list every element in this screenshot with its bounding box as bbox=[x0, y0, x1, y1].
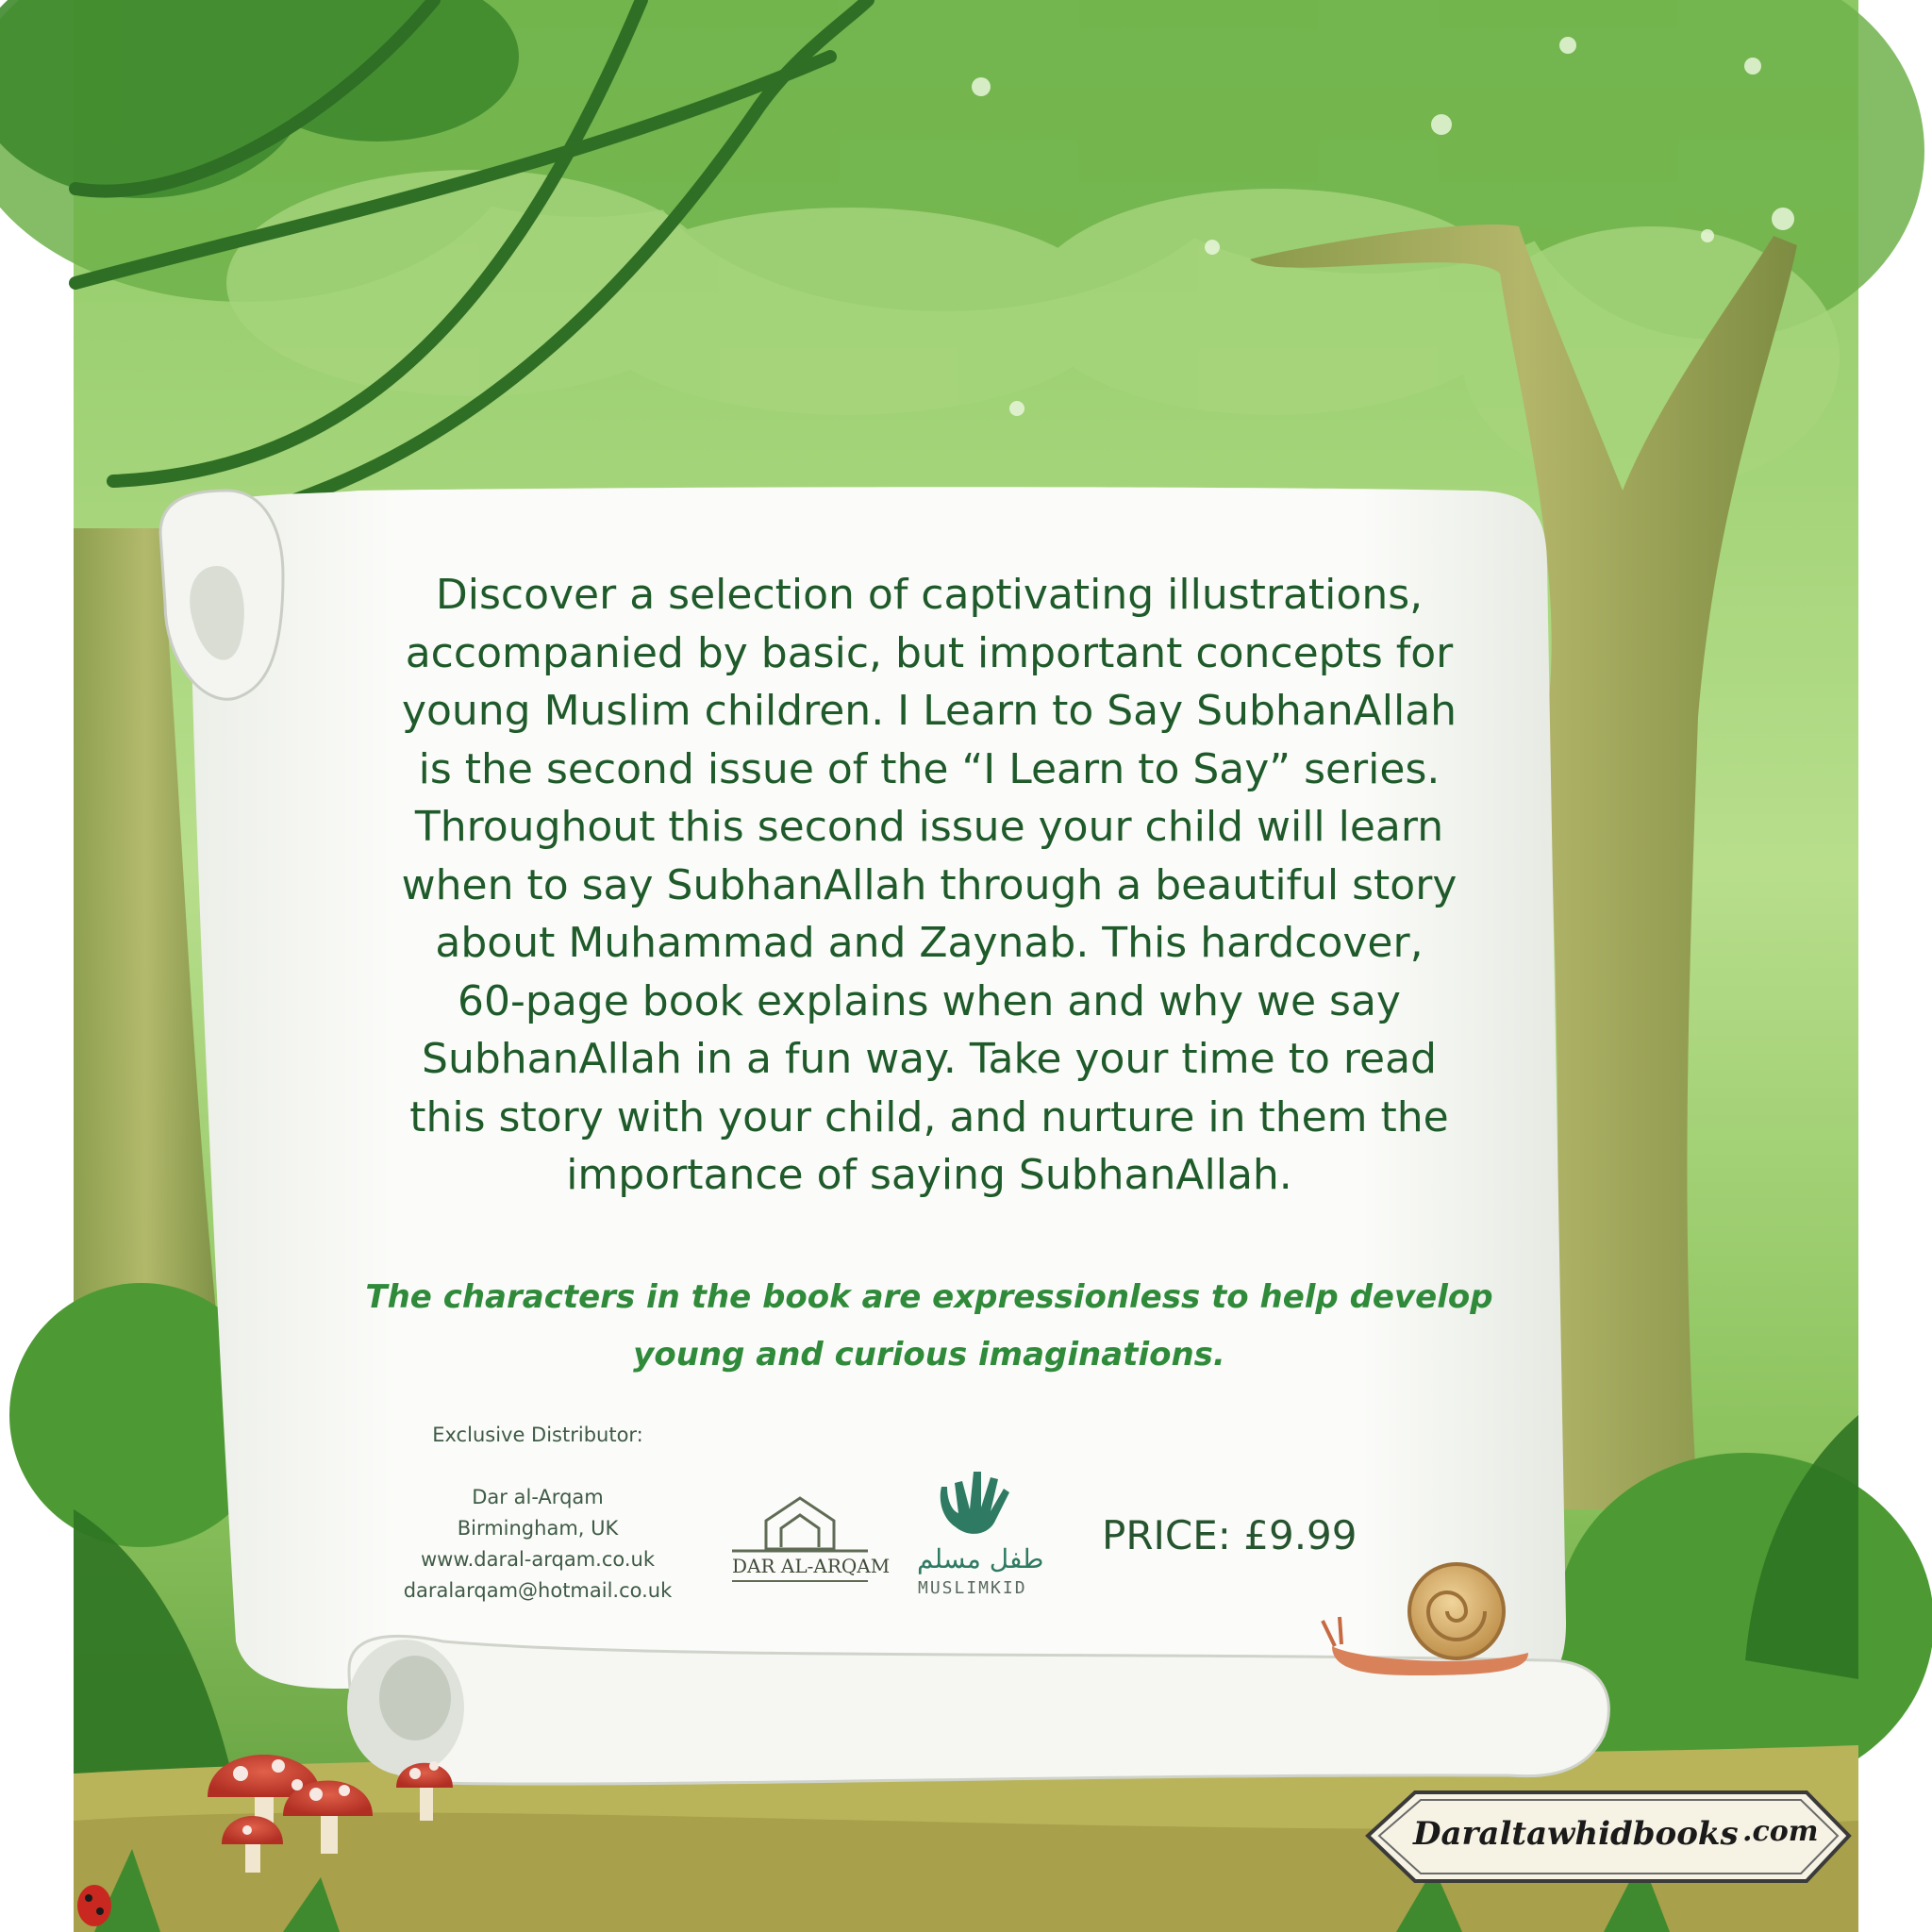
description-line: when to say SubhanAllah through a beautiful story bbox=[401, 860, 1457, 909]
description-line: 60-page book explains when and why we say bbox=[458, 976, 1401, 1025]
description-line: accompanied by basic, but important concepts for bbox=[405, 628, 1454, 677]
description-line: about Muhammad and Zaynab. This hardcover, bbox=[435, 919, 1424, 967]
dar-al-arqam-logo-text: DAR AL-ARQAM bbox=[732, 1555, 891, 1577]
description-line: is the second issue of the “I Learn to Say” series. bbox=[418, 744, 1441, 793]
watermark-tld: .com bbox=[1742, 1815, 1819, 1848]
description-line: Discover a selection of captivating illustrations, bbox=[435, 571, 1424, 619]
description-line: young Muslim children. I Learn to Say SubhanAllah bbox=[401, 687, 1457, 735]
description-line: SubhanAllah in a fun way. Take your time to read bbox=[422, 1035, 1437, 1083]
ladybug bbox=[77, 1885, 111, 1926]
note-line: The characters in the book are expressionless to help develop bbox=[365, 1278, 1493, 1316]
distributor-label: Exclusive Distributor: bbox=[432, 1424, 643, 1446]
description-line: this story with your child, and nurture in them the bbox=[409, 1092, 1449, 1141]
price-label: PRICE: £9.99 bbox=[1102, 1512, 1357, 1558]
expressionless-note bbox=[349, 1269, 1509, 1384]
distributor-email: daralarqam@hotmail.co.uk bbox=[403, 1579, 673, 1602]
distributor-website: www.daral-arqam.co.uk bbox=[420, 1548, 656, 1571]
description-line: Throughout this second issue your child will learn bbox=[414, 803, 1444, 851]
description-line: importance of saying SubhanAllah. bbox=[566, 1151, 1292, 1199]
muslimkid-arabic-text: طفل مسلم bbox=[917, 1543, 1044, 1574]
distributor-name: Dar al-Arqam bbox=[472, 1486, 604, 1508]
distributor-info bbox=[377, 1420, 698, 1607]
note-line: young and curious imaginations. bbox=[633, 1336, 1225, 1374]
watermark-name: Daraltawhidbooks bbox=[1413, 1815, 1739, 1853]
muslimkid-logo-text: MUSLIMKID bbox=[918, 1578, 1027, 1598]
distributor-city: Birmingham, UK bbox=[457, 1517, 619, 1540]
book-description bbox=[349, 566, 1509, 1205]
